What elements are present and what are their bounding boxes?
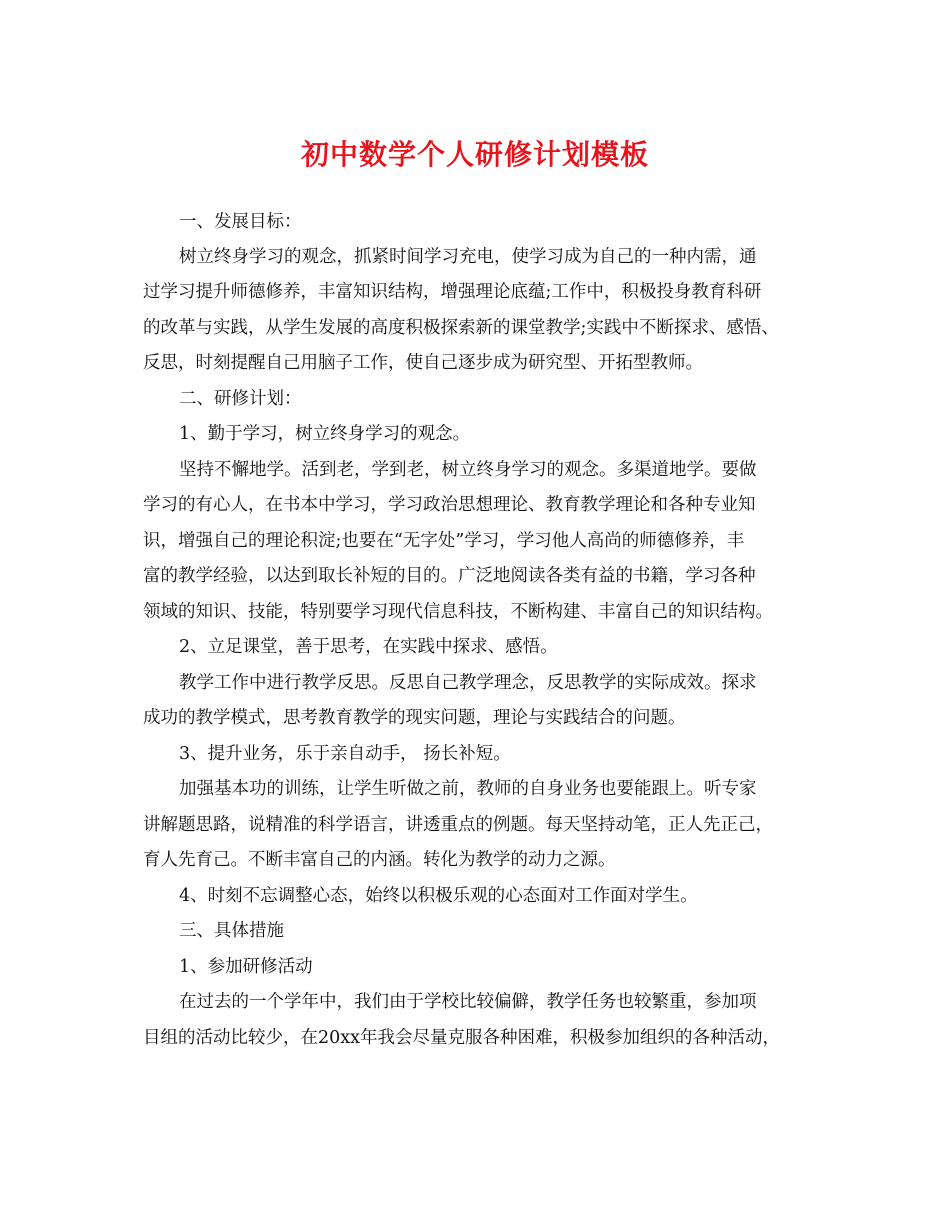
item-heading: 4、时刻不忘调整心态，始终以积极乐观的心态面对工作面对学生。	[179, 886, 698, 906]
paragraph-line: 反思，时刻提醒自己用脑子工作，使自己逐步成为研究型、开拓型教师。	[143, 353, 703, 373]
paragraph-line: 加强基本功的训练，让学生听做之前，教师的自身业务也要能跟上。听专家	[179, 779, 757, 799]
document-title: 初中数学个人研修计划模板	[300, 138, 649, 171]
item-heading: 1、参加研修活动	[179, 957, 313, 977]
paragraph-line: 讲解题思路，说精准的科学语言，讲透重点的例题。每天坚持动笔，正人先正己，	[143, 815, 773, 835]
paragraph-line: 目组的活动比较少，在20xx年我会尽量克服各种困难，积极参加组织的各种活动，	[143, 1028, 781, 1048]
paragraph-line: 富的教学经验，以达到取长补短的目的。广泛地阅读各类有益的书籍，学习各种	[143, 566, 756, 586]
paragraph-line: 过学习提升师德修养，丰富知识结构，增强理论底蕴;工作中，积极投身教育科研	[143, 282, 762, 302]
paragraph-line: 识，增强自己的理论积淀;也要在“无字处”学习，学习他人高尚的师德修养，丰	[143, 531, 745, 551]
paragraph-line: 树立终身学习的观念，抓紧时间学习充电，使学习成为自己的一种内需，通	[179, 247, 757, 267]
paragraph-line: 在过去的一个学年中，我们由于学校比较偏僻，教学任务也较繁重，参加项	[179, 992, 757, 1012]
item-heading: 3、提升业务，乐于亲自动手， 扬长补短。	[179, 744, 511, 764]
item-heading: 1、勤于学习，树立终身学习的观念。	[179, 424, 471, 444]
paragraph-line: 领域的知识、技能，特别要学习现代信息科技，不断构建、丰富自己的知识结构。	[143, 602, 773, 622]
paragraph-line: 的改革与实践，从学生发展的高度积极探索新的课堂教学;实践中不断探求、感悟、	[143, 318, 779, 338]
paragraph-line: 教学工作中进行教学反思。反思自己教学理念，反思教学的实际成效。探求	[179, 673, 757, 693]
item-heading: 2、立足课堂，善于思考，在实践中探求、感悟。	[179, 637, 558, 657]
paragraph-line: 坚持不懈地学。活到老，学到老，树立终身学习的观念。多渠道地学。要做	[179, 460, 757, 480]
section-heading-measures: 三、具体措施	[179, 921, 284, 941]
paragraph-line: 学习的有心人，在书本中学习，学习政治思想理论、教育教学理论和各种专业知	[143, 495, 756, 515]
section-heading-goals: 一、发展目标：	[179, 212, 302, 232]
paragraph-line: 育人先育己。不断丰富自己的内涵。转化为教学的动力之源。	[143, 850, 616, 870]
paragraph-line: 成功的教学模式，思考教育教学的现实问题，理论与实践结合的问题。	[143, 708, 686, 728]
section-heading-plan: 二、研修计划：	[179, 389, 302, 409]
